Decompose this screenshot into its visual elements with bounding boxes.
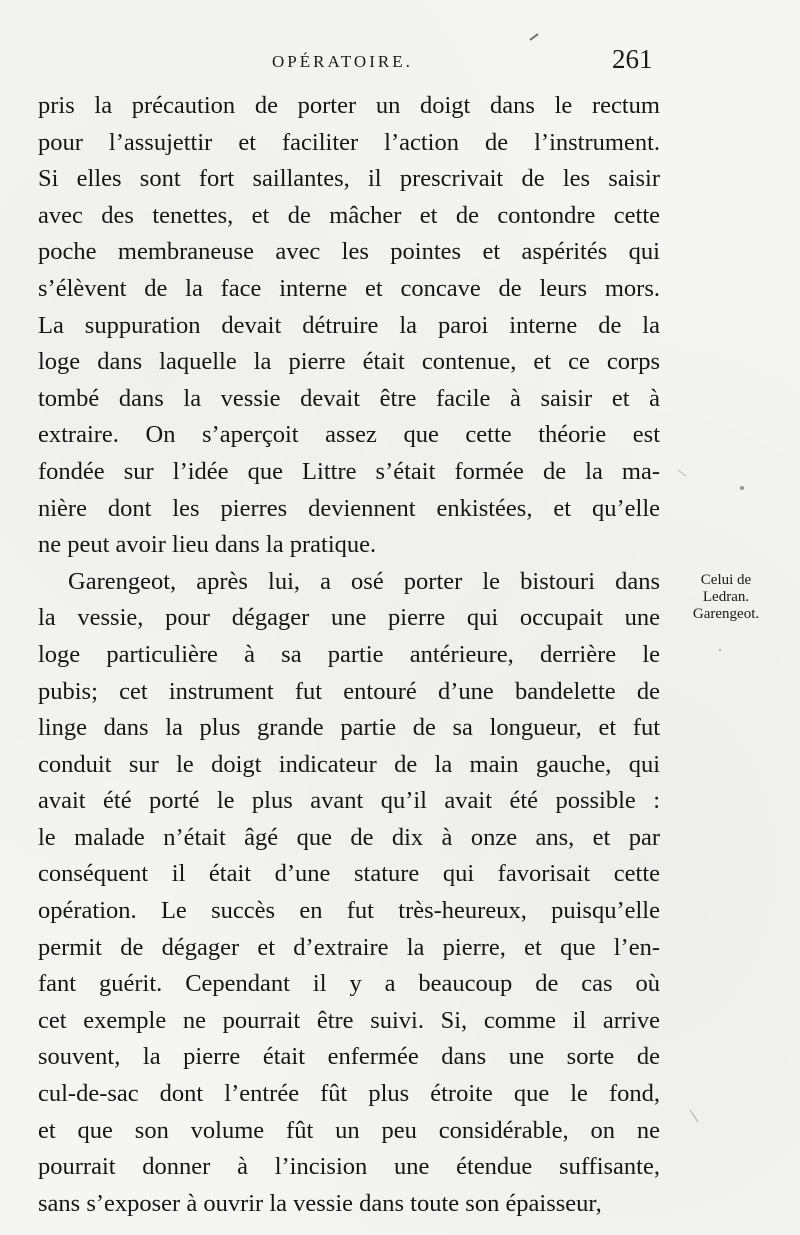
text-line: linge dans la plus grande partie de sa longueur, et fut [38,714,660,742]
text-line: poche membraneuse avec les pointes et aspérités qui [38,238,660,266]
margin-note-line: Celui de [700,572,752,588]
body-text [38,88,660,1222]
text-line: avait été porté le plus avant qu’il avait été possible : [38,787,660,815]
text-line: sans s’exposer à ouvrir la vessie dans toute son épaisseur, [38,1189,602,1217]
text-line: loge particulière à sa partie antérieure, derrière le [38,640,660,668]
margin-note-line: Garengeot. [692,606,760,622]
text-line: conduit sur le doigt indicateur de la main gauche, qui [38,750,660,778]
text-line: opération. Le succès en fut très-heureux, puisqu’elle [38,897,660,925]
page-number: 261 [612,44,653,74]
text-line: s’élèvent de la face interne et concave de leurs mors. [38,274,660,302]
text-line: conséquent il était d’une stature qui favorisait cette [38,860,660,888]
text-line: cul-de-sac dont l’entrée fût plus étroite que le fond, [38,1080,660,1108]
text-line: nière dont les pierres deviennent enkistées, et qu’elle [38,494,660,522]
margin-note [676,572,776,623]
running-head [0,44,800,84]
text-line: fant guérit. Cependant il y a beaucoup de cas où [38,970,660,998]
running-title: OPÉRATOIRE. [272,52,413,71]
text-line: cet exemple ne pourrait être suivi. Si, comme il arrive [38,1006,660,1034]
text-line: Garengeot, après lui, a osé porter le bistouri dans [68,567,660,595]
paragraph-2 [38,564,660,1223]
paragraph-1 [38,88,660,564]
text-line: ne peut avoir lieu dans la pratique. [38,531,377,559]
text-line: loge dans laquelle la pierre était contenue, et ce corps [38,348,660,376]
text-line: fondée sur l’idée que Littre s’était formée de la ma- [38,457,660,485]
text-line: La suppuration devait détruire la paroi interne de la [38,311,660,339]
text-line: pris la précaution de porter un doigt dans le rectum [38,92,660,119]
text-line: la vessie, pour dégager une pierre qui occupait une [38,604,660,632]
text-line: avec des tenettes, et de mâcher et de contondre cette [38,201,660,229]
text-line: et que son volume fût un peu considérable, on ne [38,1116,660,1144]
text-line: permit de dégager et d’extraire la pierre, et que l’en- [38,933,660,961]
text-line: pour l’assujettir et faciliter l’action de l’instrument. [38,128,660,156]
margin-note-line: Ledran. [702,589,750,605]
text-line: le malade n’était âgé que de dix à onze ans, et par [38,823,660,851]
text-line: pubis; cet instrument fut entouré d’une bandelette de [38,677,660,705]
text-line: tombé dans la vessie devait être facile à saisir et à [38,384,660,412]
text-line: extraire. On s’aperçoit assez que cette théorie est [38,421,660,449]
text-line: souvent, la pierre était enfermée dans une sorte de [38,1043,660,1071]
text-line: Si elles sont fort saillantes, il prescrivait de les saisir [38,165,660,193]
text-line: pourrait donner à l’incision une étendue suffisante, [38,1153,660,1181]
